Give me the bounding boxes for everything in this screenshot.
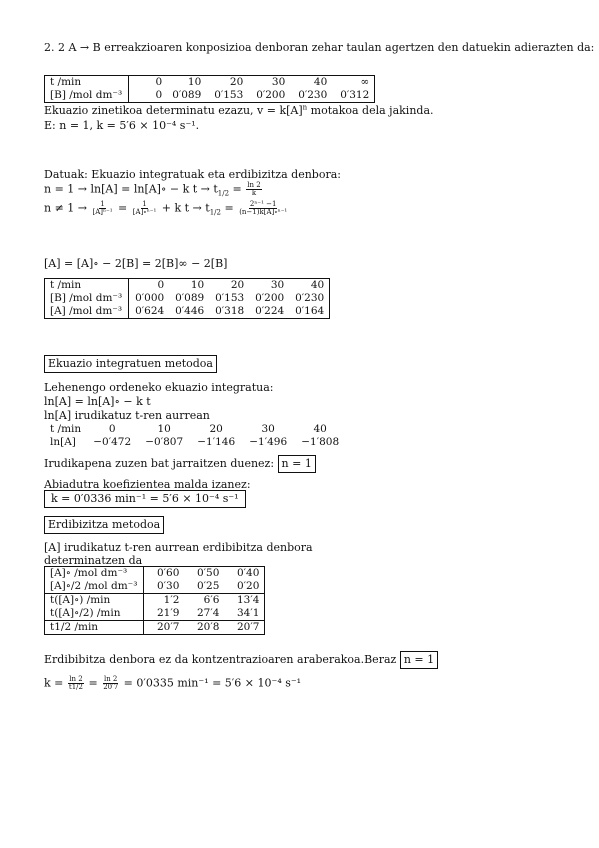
fraction [246, 182, 261, 197]
table-cell: 0′200 [255, 292, 285, 304]
table-cell: 0 [155, 89, 163, 101]
table-cell: 0′318 [215, 305, 245, 317]
eq-text: n = 1 → ln[A] = ln[A]∘ − k t → t [44, 182, 218, 196]
table-cell: 0′164 [295, 305, 325, 317]
table-cell: −1′496 [249, 436, 288, 448]
row-header: t1/2 /min [45, 621, 144, 635]
table-cell: −0′807 [145, 436, 184, 448]
table-cell: −0′472 [93, 436, 132, 448]
table-row [44, 436, 346, 449]
fraction [92, 201, 114, 216]
table-row [45, 76, 375, 90]
halflife-table [44, 566, 265, 635]
concentration-relation: [A] = [A]∘ − 2[B] = 2[B]∞ − 2[B] [44, 257, 228, 270]
halflife-conclusion [44, 651, 438, 669]
row-header: [A]∘/2 /mol dm⁻³ [45, 580, 144, 594]
exponent: n [302, 103, 308, 112]
question-text: Ekuazio zinetikoa determinatu ezazu, v = k[A] [44, 104, 303, 117]
table-cell: 0′312 [340, 89, 370, 101]
halflife-line-1: [A] irudikatuz t-ren aurrean erdibibitza denbora [44, 541, 313, 554]
denominator: (n−1)k[A]∘ⁿ⁻¹ [239, 208, 288, 216]
table-cell: 40 [313, 76, 328, 88]
denominator: t1/2 [68, 683, 83, 691]
table-cell: 30 [270, 279, 285, 291]
conclusion-text: Irudikapena zuzen bat jarraitzen duenez: [44, 457, 275, 470]
order-result-box: n = 1 [278, 455, 316, 473]
eq-text: = [114, 201, 131, 215]
fraction [132, 201, 157, 216]
table-cell: 0′089 [175, 292, 205, 304]
row-header: t([A]∘) /min [45, 594, 144, 608]
table-cell: 0′446 [175, 305, 205, 317]
denominator: 20′7 [103, 683, 119, 691]
table-cell: 10 [190, 279, 205, 291]
table-cell: 6′6 [184, 594, 224, 608]
table-cell: 0′50 [196, 567, 220, 579]
table-cell: 30 [261, 423, 275, 435]
table-cell: 0′30 [156, 580, 180, 592]
eq-text: = [220, 201, 238, 215]
numerator: 2ⁿ⁻¹ −1 [249, 200, 277, 208]
eq-text: + k t → t [158, 201, 210, 215]
final-rate-constant [44, 676, 301, 691]
rate-constant-result [44, 490, 246, 508]
table-row [45, 594, 265, 608]
table-cell: 30 [271, 76, 286, 88]
table-row [45, 607, 265, 621]
fraction [68, 676, 84, 691]
table-cell: 0 [157, 279, 165, 291]
table-cell: 20 [230, 279, 245, 291]
table-row [45, 279, 330, 293]
eq-text: = [84, 676, 102, 690]
table-cell: 0′230 [295, 292, 325, 304]
table-cell: 0′153 [214, 89, 244, 101]
equation-nth-order [44, 201, 289, 216]
numerator: ln 2 [69, 675, 83, 683]
table-row [45, 580, 265, 594]
fraction [238, 201, 288, 216]
eq-text: n ≠ 1 → [44, 201, 91, 215]
table-cell: 20′7 [144, 621, 185, 635]
fraction [102, 676, 119, 691]
numerator: ln 2 [103, 675, 118, 683]
table-cell: 0′200 [256, 89, 286, 101]
table-cell: 0′224 [255, 305, 285, 317]
table-cell: 10 [187, 76, 202, 88]
section-title-halflife [44, 516, 164, 534]
question-text: motakoa dela jakinda. [307, 104, 434, 117]
table-cell: 0′25 [196, 580, 220, 592]
table-cell: 0′230 [298, 89, 328, 101]
row-header: t([A]∘/2) /min [45, 607, 144, 621]
order-result-box: n = 1 [400, 651, 438, 669]
table-row [45, 567, 265, 581]
eq-text: k = [44, 676, 67, 690]
table-cell: 20′8 [184, 621, 224, 635]
numerator: ln 2 [247, 181, 261, 189]
answer-hint: E: n = 1, k = 5′6 × 10⁻⁴ s⁻¹. [44, 119, 200, 132]
eq-sub: 1/2 [217, 189, 230, 198]
eq-sub: 1/2 [209, 208, 221, 217]
table-cell: 0′153 [215, 292, 245, 304]
problem-statement: 2. 2 A → B erreakzioaren konposizioa denboran zehar taulan agertzen den datuekin adierazten da: [44, 41, 595, 54]
denominator: k [251, 189, 257, 197]
integrated-conclusion [44, 455, 316, 473]
table-row [45, 89, 375, 103]
table-row [45, 305, 330, 319]
eq-text: = [229, 182, 246, 196]
numerator: 1 [142, 200, 147, 208]
row-header: t /min [50, 423, 82, 435]
row-header: [B] /mol dm⁻³ [45, 292, 129, 305]
table-cell: 0 [155, 76, 163, 88]
table-cell: 20 [209, 423, 223, 435]
row-header: [A]∘ /mol dm⁻³ [45, 567, 144, 581]
table-cell: 40 [313, 423, 327, 435]
row-header: ln[A] [50, 436, 76, 448]
eq-text: = 0′0335 min⁻¹ = 5′6 × 10⁻⁴ s⁻¹ [120, 676, 302, 690]
table-row [45, 621, 265, 635]
table-cell: 0′089 [172, 89, 202, 101]
equation-first-order [44, 182, 263, 197]
table-cell: 0′40 [236, 567, 260, 579]
denominator: [A]ⁿ⁻¹ [92, 208, 113, 216]
row-header: [B] /mol dm⁻³ [45, 89, 129, 103]
concentration-table [44, 278, 330, 319]
slope-line: Abiadutra koefizientea malda izanez: [44, 478, 251, 491]
table-cell: 0′60 [156, 567, 180, 579]
table-cell: −1′808 [301, 436, 340, 448]
table-cell: 0′000 [135, 292, 165, 304]
row-header: t /min [45, 76, 129, 90]
integrated-line-2: ln[A] = ln[A]∘ − k t [44, 395, 151, 408]
numerator: 1 [100, 200, 105, 208]
data-intro: Datuak: Ekuazio integratuak eta erdibizitza denbora: [44, 168, 341, 181]
section-title-box: Erdibizitza metodoa [44, 516, 164, 534]
table-cell: 0′20 [236, 580, 260, 592]
row-header: [A] /mol dm⁻³ [45, 305, 129, 319]
table-row [45, 292, 330, 305]
section-title-box: Ekuazio integratuen metodoa [44, 355, 217, 373]
denominator: [A]∘ⁿ⁻¹ [132, 208, 157, 216]
table-cell: 1′2 [144, 594, 185, 608]
table-cell: 34′1 [236, 607, 260, 619]
table-cell: 0 [108, 423, 116, 435]
table-cell: 0′624 [135, 305, 165, 317]
table-cell: 20 [229, 76, 244, 88]
table-cell: 27′4 [196, 607, 220, 619]
halflife-line-2: determinatzen da [44, 554, 143, 567]
section-title-integrated [44, 355, 217, 373]
table-cell: 10 [157, 423, 171, 435]
table-cell: 20′7 [224, 621, 265, 635]
conclusion-text: Erdibibitza denbora ez da kontzentrazioaren araberakoa.Beraz [44, 653, 397, 666]
composition-table [44, 75, 375, 103]
table-cell: ∞ [360, 76, 370, 88]
table-cell: 13′4 [224, 594, 265, 608]
integrated-line-3: ln[A] irudikatuz t-ren aurrean [44, 409, 210, 422]
table-cell: 21′9 [156, 607, 180, 619]
question-line-1 [44, 104, 434, 118]
integrated-line-1: Lehenengo ordeneko ekuazio integratua: [44, 381, 274, 394]
table-cell: −1′146 [197, 436, 236, 448]
table-cell: 40 [310, 279, 325, 291]
row-header: t /min [45, 279, 129, 293]
ln-table [44, 423, 346, 449]
rate-constant-box: k = 0′0336 min⁻¹ = 5′6 × 10⁻⁴ s⁻¹ [44, 490, 246, 508]
table-row [44, 423, 346, 436]
